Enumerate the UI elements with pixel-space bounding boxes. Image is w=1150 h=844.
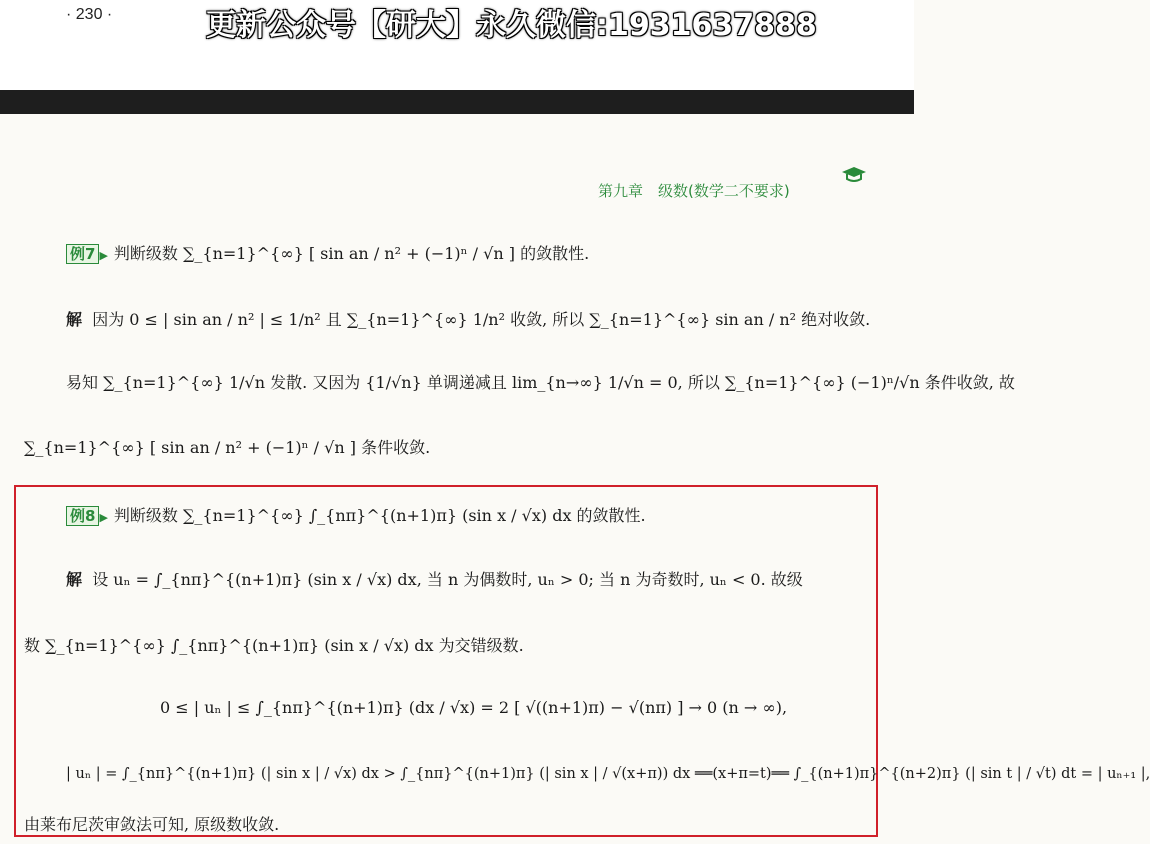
example7-solution-line2: 易知 ∑_{n=1}^{∞} 1/√n 发散. 又因为 {1/√n} 单调递减且 lim_{n→∞} 1/√n = 0, 所以 ∑_{n=1}^{∞} (−1)ⁿ/√n 条件收敛, 故 bbox=[66, 373, 1015, 392]
example8-solution-line1: 解 设 uₙ = ∫_{nπ}^{(n+1)π} (sin x / √x) dx, 当 n 为偶数时, uₙ > 0; 当 n 为奇数时, uₙ < 0. 故级 bbox=[66, 570, 803, 589]
example8-tag: 例8 bbox=[66, 506, 99, 526]
triangle-marker-icon: ▶ bbox=[99, 511, 108, 524]
example7-solution-line3: ∑_{n=1}^{∞} [ sin an / n² + (−1)ⁿ / √n ] 条件收敛. bbox=[24, 438, 431, 457]
example8-solution-line2: 数 ∑_{n=1}^{∞} ∫_{nπ}^{(n+1)π} (sin x / √x) dx 为交错级数. bbox=[24, 636, 524, 655]
triangle-marker-icon: ▶ bbox=[99, 249, 108, 262]
example8-problem: 例8 ▶ 判断级数 ∑_{n=1}^{∞} ∫_{nπ}^{(n+1)π} (sin x / √x) dx 的敛散性. bbox=[66, 506, 646, 528]
highlight-box bbox=[14, 485, 878, 837]
solution-label: 解 bbox=[66, 310, 83, 329]
example8-equation2: | uₙ | = ∫_{nπ}^{(n+1)π} (| sin x | / √x) dx > ∫_{nπ}^{(n+1)π} (| sin x | / √(x+π)) dx ══(x+π=t)══ ∫_{(n+1)π}^{(n+2)π} (| sin t | / √t) dt = | uₙ₊₁ |, bbox=[66, 766, 1150, 782]
solution-label: 解 bbox=[66, 570, 83, 589]
example7-tag: 例7 bbox=[66, 244, 99, 264]
example8-conclusion: 由莱布尼茨审敛法可知, 原级数收敛. bbox=[24, 815, 280, 834]
scan-dark-band bbox=[0, 90, 914, 114]
graduation-cap-icon bbox=[840, 166, 868, 184]
chapter-title: 第九章 级数(数学二不要求) bbox=[598, 182, 790, 200]
example8-equation1: 0 ≤ | uₙ | ≤ ∫_{nπ}^{(n+1)π} (dx / √x) = 2 [ √((n+1)π) − √(nπ) ] → 0 (n → ∞), bbox=[160, 698, 788, 717]
page-number: · 230 · bbox=[66, 6, 113, 23]
watermark-text: 更新公众号【研大】永久微信:1931637888 bbox=[206, 8, 817, 43]
example7-solution-line1: 解 因为 0 ≤ | sin an / n² | ≤ 1/n² 且 ∑_{n=1}^{∞} 1/n² 收敛, 所以 ∑_{n=1}^{∞} sin an / n² 绝对收敛. bbox=[66, 310, 871, 329]
example7-problem: 例7 ▶ 判断级数 ∑_{n=1}^{∞} [ sin an / n² + (−1)ⁿ / √n ] 的敛散性. bbox=[66, 244, 589, 266]
